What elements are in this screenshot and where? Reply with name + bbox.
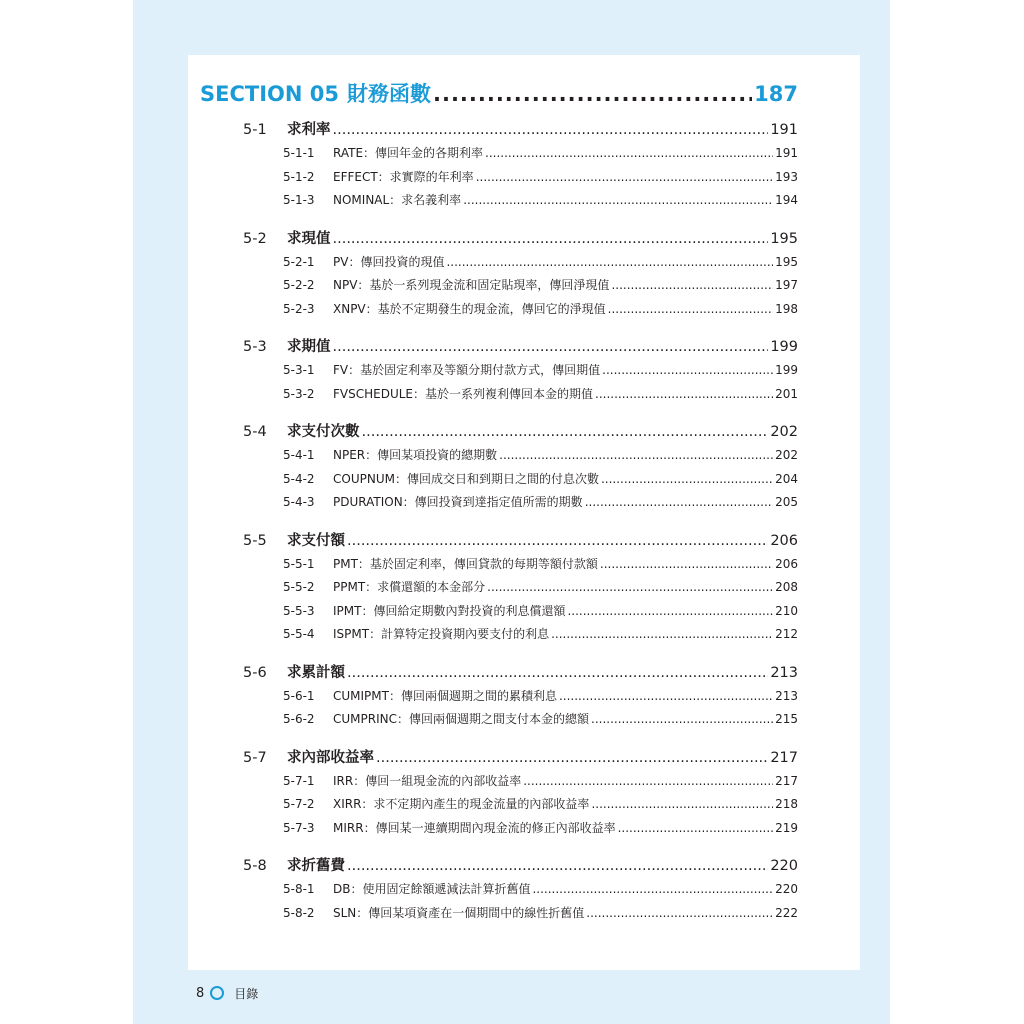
chapter-title: 求支付額 [287, 532, 345, 549]
subsection-title: IPMT：傳回給定期數內對投資的利息償還額 [333, 603, 566, 618]
dot-leader [433, 82, 752, 106]
subsection-page-number: 201 [775, 386, 798, 401]
dot-leader [333, 231, 769, 247]
subsection-page-number: 208 [775, 580, 798, 594]
subsection-page-number: 191 [775, 146, 798, 160]
toc-subsection-entry[interactable] [283, 361, 798, 385]
toc-subsection-entry[interactable] [283, 625, 798, 649]
chapter-number: 5-2 [243, 230, 267, 247]
chapter-page-number: 206 [770, 532, 798, 549]
dot-leader [333, 339, 769, 355]
subsection-number: 5-5-3 [283, 603, 315, 618]
subsection-page-number: 193 [775, 169, 798, 184]
subsection-title: IRR：傳回一組現金流的內部收益率 [333, 773, 522, 788]
page-footer [196, 983, 258, 1003]
circle-icon [210, 986, 224, 1000]
toc-chapter-entry[interactable] [243, 227, 798, 253]
subsection-title: ISPMT：計算特定投資期內要支付的利息 [333, 627, 550, 641]
subsection-page-number: 198 [775, 301, 798, 316]
subsection-number: 5-2-3 [283, 301, 315, 316]
subsection-page-number: 217 [775, 773, 798, 788]
subsection-title: MIRR：傳回某一連續期間內現金流的修正內部收益率 [333, 820, 616, 835]
subsection-title: PPMT：求償還額的本金部分 [333, 580, 486, 594]
dot-leader [585, 495, 773, 509]
subsection-page-number: 197 [775, 278, 798, 292]
subsection-page-number: 199 [775, 363, 798, 377]
chapter-title: 求內部收益率 [287, 749, 374, 766]
subsection-title: EFFECT：求實際的年利率 [333, 169, 474, 184]
subsection-number: 5-2-1 [283, 254, 315, 269]
dot-leader [347, 665, 768, 681]
subsection-number: 5-7-1 [283, 773, 315, 788]
subsection-number: 5-7-3 [283, 820, 315, 835]
subsection-page-number: 218 [775, 797, 798, 811]
toc-subsection-entry[interactable] [283, 710, 798, 734]
toc-chapter-entry[interactable] [243, 420, 798, 446]
section-page-number: 187 [754, 82, 798, 106]
subsection-title: CUMIPMT：傳回兩個週期之間的累積利息 [333, 688, 557, 703]
dot-leader [600, 557, 773, 571]
toc-subsection-entry[interactable] [283, 191, 798, 215]
chapter-title: 求累計額 [287, 664, 345, 681]
page-background-left [133, 0, 188, 1024]
subsection-number: 5-1-3 [283, 193, 315, 207]
chapter-number: 5-3 [243, 339, 267, 355]
chapter-title: 求折舊費 [287, 858, 345, 874]
subsection-title: RATE：傳回年金的各期利率 [333, 146, 484, 160]
toc-subsection-entry[interactable] [283, 602, 798, 626]
subsection-title: SLN：傳回某項資產在一個期間中的線性折舊值 [333, 905, 585, 920]
subsection-number: 5-8-1 [283, 882, 315, 896]
dot-leader [591, 797, 773, 811]
subsection-title: NPER：傳回某項投資的總期數 [333, 448, 498, 462]
subsection-page-number: 202 [775, 448, 798, 462]
chapter-title: 求期值 [287, 339, 331, 355]
chapter-title: 求利率 [287, 122, 331, 138]
toc-chapter-entry[interactable] [243, 661, 798, 687]
subsection-page-number: 195 [775, 254, 798, 269]
dot-leader [586, 906, 773, 920]
toc-subsection-entry[interactable] [283, 253, 798, 277]
chapter-number: 5-8 [243, 858, 267, 874]
subsection-number: 5-4-2 [283, 471, 315, 486]
dot-leader [333, 122, 769, 138]
dot-leader [551, 627, 773, 641]
subsection-page-number: 213 [775, 688, 798, 703]
toc-subsection-entry[interactable] [283, 446, 798, 470]
dot-leader [602, 363, 773, 377]
dot-leader [362, 424, 769, 440]
subsection-page-number: 222 [775, 905, 798, 920]
dot-leader [618, 821, 774, 835]
dot-leader [559, 689, 773, 703]
subsection-page-number: 204 [775, 471, 798, 486]
chapter-title: 求現值 [287, 230, 331, 247]
section-heading[interactable] [200, 78, 798, 108]
subsection-number: 5-1-1 [283, 146, 315, 160]
dot-leader [463, 193, 773, 207]
dot-leader [376, 750, 768, 766]
subsection-title: XIRR：求不定期內產生的現金流量的內部收益率 [333, 797, 590, 811]
subsection-number: 5-7-2 [283, 797, 315, 811]
dot-leader [595, 387, 773, 401]
toc-subsection-entry[interactable] [283, 168, 798, 192]
section-title: 財務函數 [346, 82, 431, 106]
dot-leader [608, 302, 773, 316]
subsection-number: 5-6-1 [283, 688, 315, 703]
subsection-number: 5-4-1 [283, 448, 315, 462]
toc-chapter-entry[interactable] [243, 118, 798, 144]
subsection-title: PDURATION：傳回投資到達指定值所需的期數 [333, 495, 583, 509]
chapter-page-number: 217 [770, 749, 798, 766]
subsection-number: 5-6-2 [283, 712, 315, 726]
chapter-number: 5-5 [243, 532, 267, 549]
chapter-page-number: 220 [770, 858, 798, 874]
toc-subsection-entry[interactable] [283, 880, 798, 904]
chapter-number: 5-7 [243, 749, 267, 766]
subsection-number: 5-3-2 [283, 386, 315, 401]
subsection-title: NPV：基於一系列現金流和固定貼現率，傳回淨現值 [333, 278, 610, 292]
toc-subsection-entry[interactable] [283, 795, 798, 819]
subsection-title: DB：使用固定餘額遞減法計算折舊值 [333, 882, 531, 896]
dot-leader [611, 278, 773, 292]
subsection-title: PMT：基於固定利率，傳回貸款的每期等額付款額 [333, 556, 598, 571]
subsection-page-number: 219 [775, 820, 798, 835]
subsection-number: 5-8-2 [283, 905, 315, 920]
chapter-page-number: 213 [770, 664, 798, 681]
chapter-page-number: 195 [770, 230, 798, 247]
toc-subsection-entry[interactable] [283, 276, 798, 300]
footer-page-number: 8 [196, 985, 205, 1001]
toc-subsection-entry[interactable] [283, 300, 798, 324]
footer-label: 目錄 [234, 986, 259, 1001]
toc-subsection-entry[interactable] [283, 772, 798, 796]
toc-subsection-entry[interactable] [283, 904, 798, 928]
toc-subsection-entry[interactable] [283, 819, 798, 843]
toc-chapter-entry[interactable] [243, 529, 798, 555]
dot-leader [499, 448, 773, 462]
chapter-page-number: 199 [770, 339, 798, 355]
page-background-top [133, 0, 890, 55]
subsection-number: 5-3-1 [283, 363, 315, 377]
subsection-page-number: 205 [775, 495, 798, 509]
chapter-number: 5-1 [243, 122, 267, 138]
dot-leader [476, 170, 773, 184]
subsection-title: CUMPRINC：傳回兩個週期之間支付本金的總額 [333, 712, 589, 726]
subsection-title: FVSCHEDULE：基於一系列複利傳回本金的期值 [333, 386, 594, 401]
chapter-page-number: 202 [770, 424, 798, 440]
toc-subsection-entry[interactable] [283, 555, 798, 579]
dot-leader [485, 146, 773, 160]
subsection-page-number: 210 [775, 603, 798, 618]
toc-subsection-entry[interactable] [283, 493, 798, 517]
dot-leader [347, 858, 768, 874]
subsection-title: NOMINAL：求名義利率 [333, 193, 462, 207]
subsection-page-number: 212 [775, 627, 798, 641]
subsection-page-number: 206 [775, 556, 798, 571]
subsection-number: 5-1-2 [283, 169, 315, 184]
chapter-page-number: 191 [770, 122, 798, 138]
subsection-page-number: 220 [775, 882, 798, 896]
chapter-number: 5-4 [243, 424, 267, 440]
dot-leader [591, 712, 773, 726]
page-background-right [860, 0, 890, 1024]
subsection-page-number: 194 [775, 193, 798, 207]
dot-leader [532, 882, 773, 896]
subsection-number: 5-5-1 [283, 556, 315, 571]
subsection-number: 5-4-3 [283, 495, 315, 509]
toc-subsection-entry[interactable] [283, 385, 798, 409]
dot-leader [487, 580, 773, 594]
toc-subsection-entry[interactable] [283, 687, 798, 711]
subsection-title: PV：傳回投資的現值 [333, 254, 445, 269]
section-label: SECTION 05 [200, 82, 339, 106]
table-of-contents [243, 118, 798, 927]
dot-leader [523, 774, 773, 788]
dot-leader [601, 472, 773, 486]
subsection-number: 5-5-4 [283, 627, 315, 641]
dot-leader [347, 533, 768, 549]
toc-subsection-entry[interactable] [283, 144, 798, 168]
toc-subsection-entry[interactable] [283, 470, 798, 494]
toc-chapter-entry[interactable] [243, 854, 798, 880]
subsection-page-number: 215 [775, 712, 798, 726]
subsection-title: FV：基於固定利率及等額分期付款方式，傳回期值 [333, 363, 601, 377]
subsection-title: XNPV：基於不定期發生的現金流，傳回它的淨現值 [333, 301, 606, 316]
toc-chapter-entry[interactable] [243, 335, 798, 361]
dot-leader [446, 255, 773, 269]
chapter-number: 5-6 [243, 664, 267, 681]
subsection-number: 5-5-2 [283, 580, 315, 594]
subsection-title: COUPNUM：傳回成交日和到期日之間的付息次數 [333, 471, 599, 486]
toc-chapter-entry[interactable] [243, 746, 798, 772]
dot-leader [567, 604, 773, 618]
chapter-title: 求支付次數 [287, 424, 360, 440]
subsection-number: 5-2-2 [283, 278, 315, 292]
toc-subsection-entry[interactable] [283, 578, 798, 602]
